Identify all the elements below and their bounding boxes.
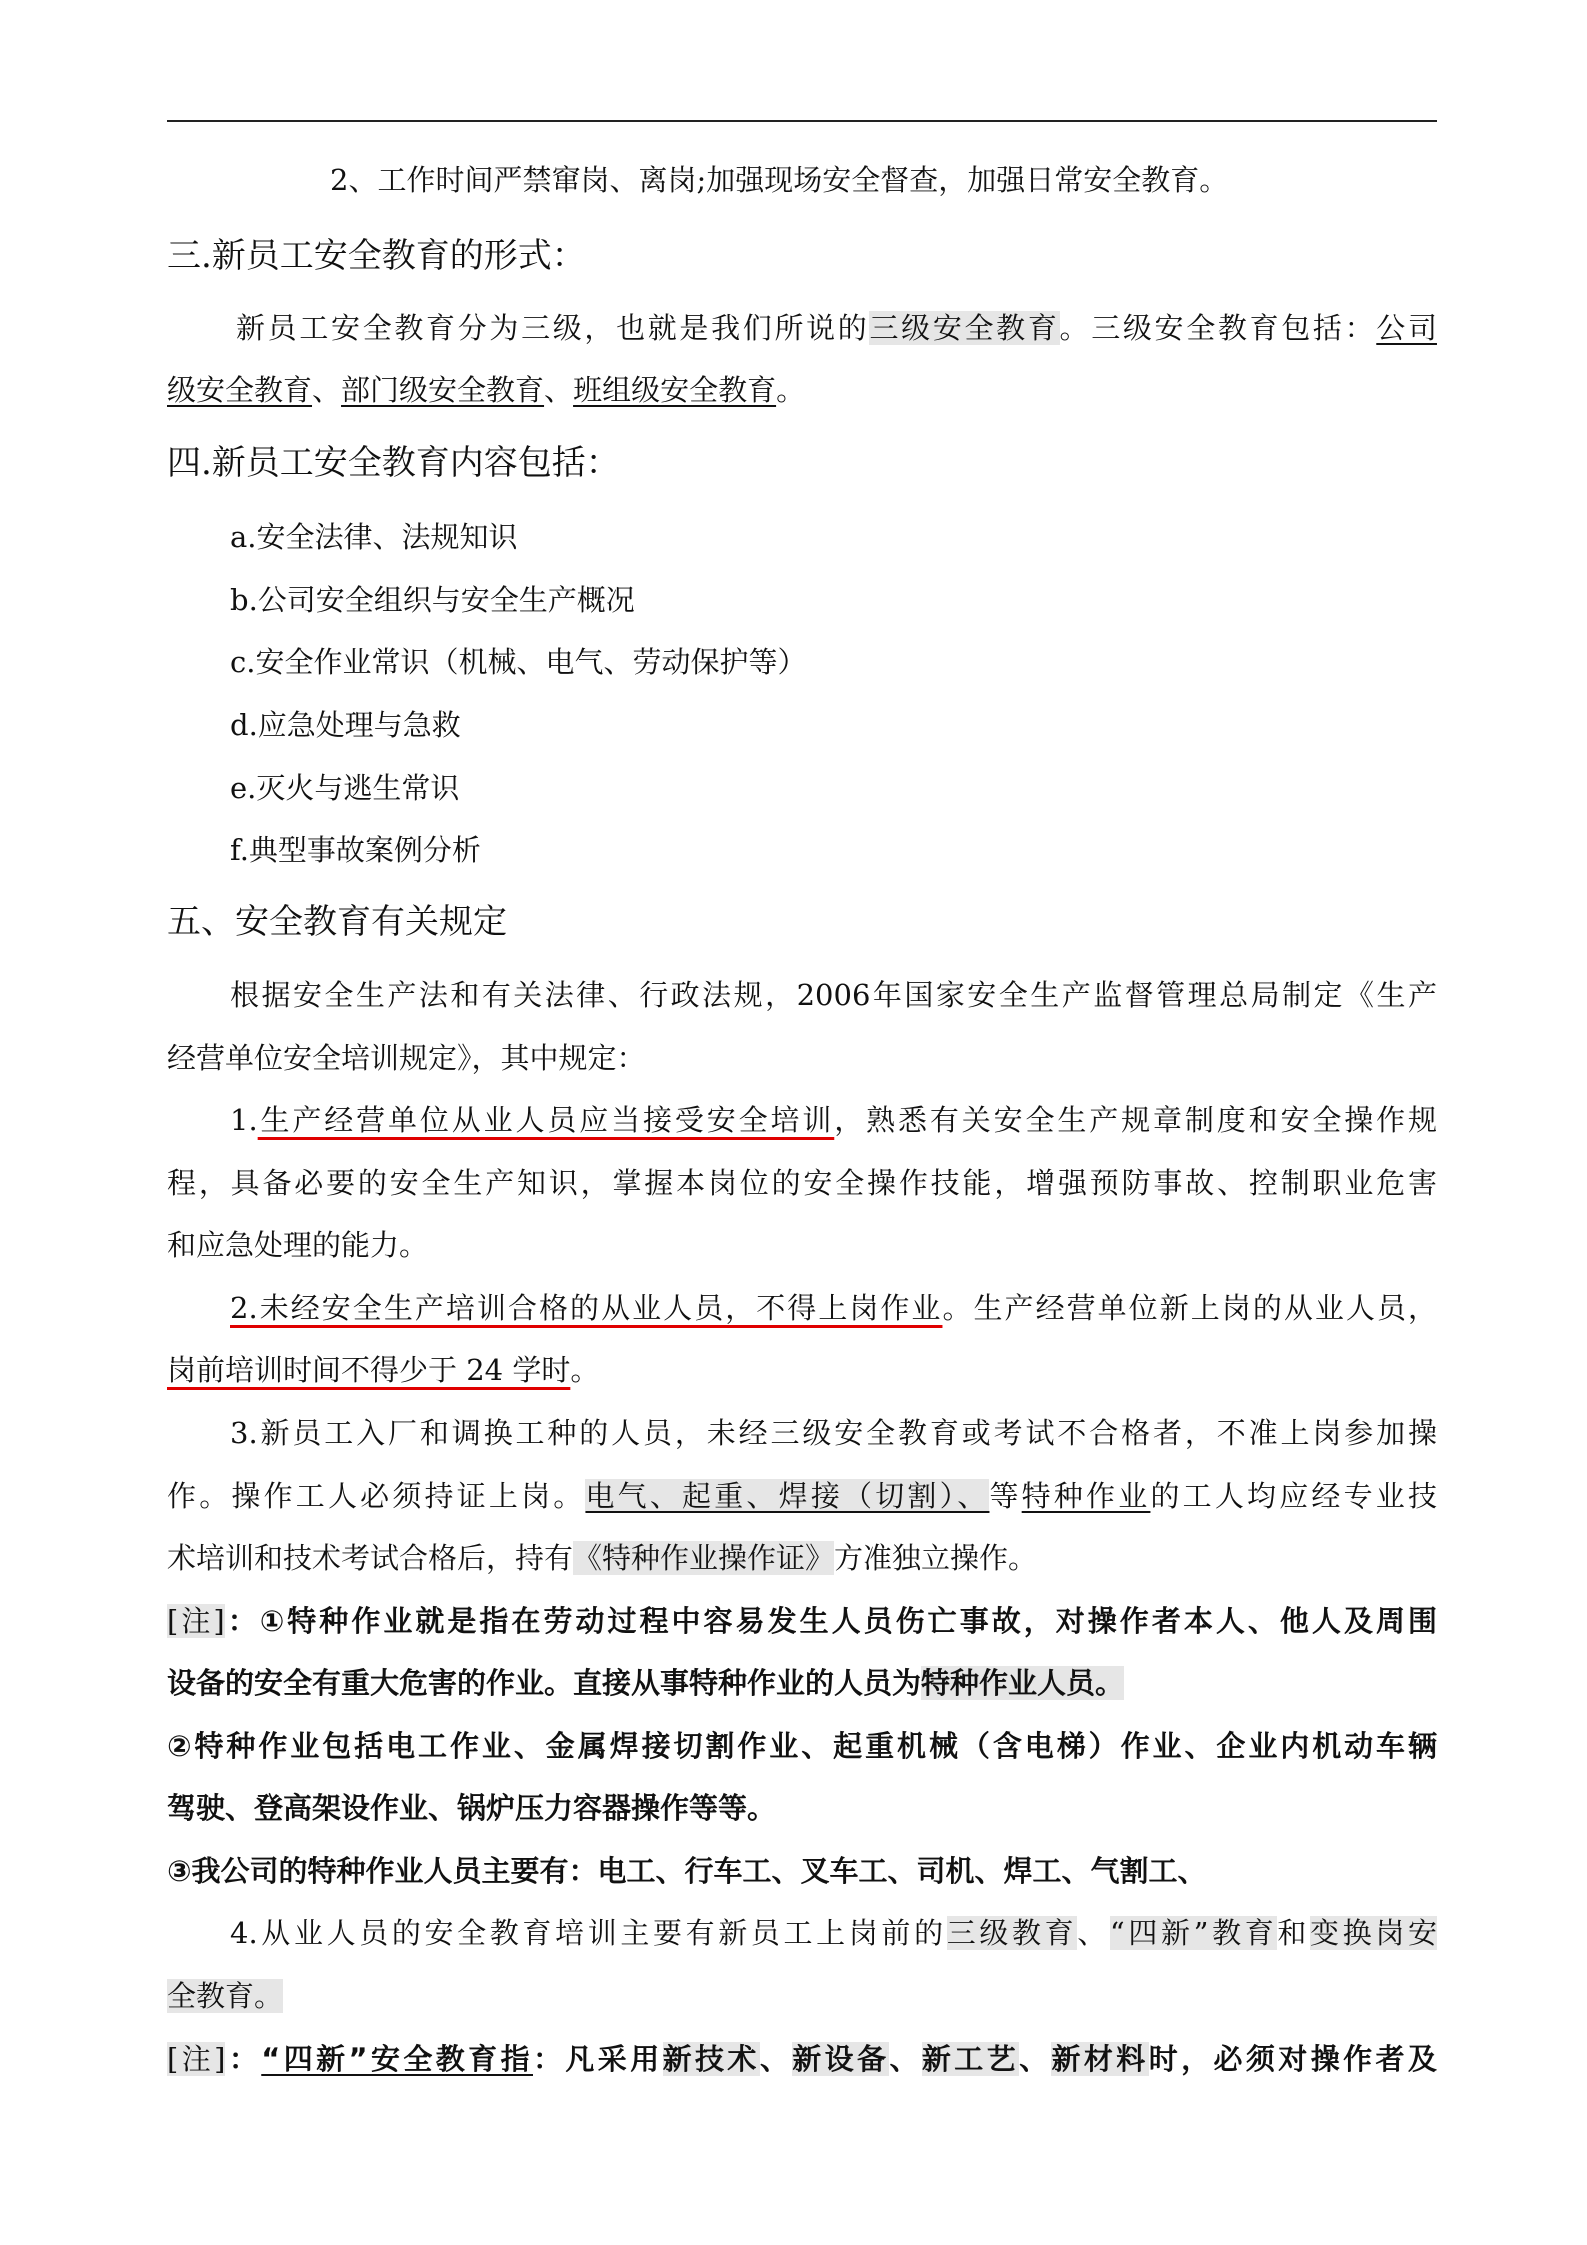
section-heading-5: 五、安全教育有关规定 — [167, 902, 507, 942]
list-item: d.应急处理与急救 — [230, 708, 461, 742]
list-item: b.公司安全组织与安全生产概况 — [230, 583, 635, 617]
four-new-underline: “四新”安全教育指 — [261, 2042, 533, 2076]
highlight-job-change-edu: 变换岗安 — [1310, 1916, 1437, 1950]
separator: 、 — [1077, 1916, 1110, 1950]
special-operation-underline: 特种作业 — [1021, 1479, 1151, 1513]
rule-text: 方准独立操作。 — [834, 1541, 1038, 1575]
rule-4-line-1 — [230, 1913, 1437, 1953]
rule-text: 和 — [1277, 1916, 1311, 1950]
rule-3-line-2 — [167, 1476, 1437, 1516]
highlight-certificate: 《特种作业操作证》 — [573, 1541, 835, 1575]
company-level-underline-2: 级安全教育 — [167, 373, 313, 407]
highlight-job-change-edu-2: 全教育。 — [167, 1979, 284, 2013]
sec3-text: 新员工安全教育分为三级，也就是我们所说的 — [236, 311, 870, 345]
rule-text: ，熟悉有关安全生产规章制度和安全操作规 — [834, 1103, 1437, 1137]
rule-4-line-2 — [167, 1976, 1437, 2016]
rule-text: 4.从业人员的安全教育培训主要有新员工上岗前的 — [230, 1916, 947, 1950]
team-level-underline: 班组级安全教育 — [573, 373, 777, 407]
note-text: 设备的安全有重大危害的作业。直接从事特种作业的人员为 — [167, 1666, 922, 1700]
note-2-line-1: ②特种作业包括电工作业、金属焊接切割作业、起重机械（含电梯）作业、企业内机动车辆 — [167, 1729, 1437, 1763]
note-tag: [注] — [167, 2042, 226, 2076]
company-level-underline: 公司 — [1376, 311, 1437, 345]
rule-line-2: 2、工作时间严禁窜岗、离岗;加强现场安全督查，加强日常安全教育。 — [330, 163, 1229, 197]
separator: 、 — [889, 2042, 922, 2076]
rule-text: 的工人均应经专业技 — [1150, 1479, 1437, 1513]
note-1-line-1 — [167, 1601, 1437, 1641]
section-heading-4: 四.新员工安全教育内容包括： — [167, 443, 620, 483]
red-underline-24-hours: 岗前培训时间不得少于 24 学时 — [167, 1353, 571, 1387]
rule-1-line-1 — [230, 1100, 1437, 1140]
keyword-new-equipment: 新设备 — [792, 2042, 890, 2076]
keyword-new-tech: 新技术 — [662, 2042, 760, 2076]
list-item: e.灭火与逃生常识 — [230, 771, 460, 805]
rule-1-line-2: 程，具备必要的安全生产知识，掌握本岗位的安全操作技能，增强预防事故、控制职业危害 — [167, 1166, 1437, 1200]
list-item: c.安全作业常识（机械、电气、劳动保护等） — [230, 645, 807, 679]
list-item: f.典型事故案例分析 — [230, 833, 481, 867]
list-item: a.安全法律、法规知识 — [230, 520, 518, 554]
separator: 、 — [759, 2042, 793, 2076]
rule-text: 等 — [989, 1479, 1022, 1513]
sec3-text-2: 。三级安全教育包括： — [1059, 311, 1377, 345]
highlight-three-level-edu: 三级教育 — [946, 1916, 1078, 1950]
header-rule — [167, 120, 1437, 122]
rule-text: 作。操作工人必须持证上岗。 — [167, 1479, 586, 1513]
red-underline-no-post: 2.未经安全生产培训合格的从业人员，不得上岗作业 — [230, 1291, 943, 1325]
note-text: 时，必须对操作者及 — [1148, 2042, 1437, 2076]
highlight-three-level: 三级安全教育 — [869, 311, 1060, 345]
period: 。 — [570, 1353, 600, 1387]
period: 。 — [776, 373, 806, 407]
intro-line-2: 经营单位安全培训规定》，其中规定： — [167, 1041, 646, 1075]
keyword-new-material: 新材料 — [1051, 2042, 1149, 2076]
highlight-four-new-edu: “四新”教育 — [1109, 1916, 1278, 1950]
note-1-line-2 — [167, 1663, 1437, 1703]
rule-number: 1. — [230, 1103, 258, 1137]
intro-line-1: 根据安全生产法和有关法律、行政法规，2006年国家安全生产监督管理总局制定《生产 — [230, 978, 1437, 1012]
rule-1-line-3: 和应急处理的能力。 — [167, 1228, 429, 1262]
note-text: ： — [225, 2042, 262, 2076]
sec3-paragraph-line-2 — [167, 370, 1437, 410]
note-4-line — [167, 2039, 1437, 2079]
section-heading-3: 三.新员工安全教育的形式： — [167, 236, 586, 276]
note-text: ：①特种作业就是指在劳动过程中容易发生人员伤亡事故，对操作者本人、他人及周围 — [224, 1604, 1437, 1638]
rule-2-line-2 — [167, 1350, 1437, 1390]
red-underline-training: 生产经营单位从业人员应当接受安全培训 — [257, 1103, 835, 1137]
rule-3-line-3 — [167, 1538, 1437, 1578]
note-2-line-2: 驾驶、登高架设作业、锅炉压力容器操作等等。 — [167, 1791, 777, 1825]
separator: 、 — [1019, 2042, 1052, 2076]
note-tag: [注] — [167, 1604, 225, 1638]
separator: 、 — [312, 373, 342, 407]
department-level-underline: 部门级安全教育 — [341, 373, 545, 407]
rule-text: 。生产经营单位新上岗的从业人员， — [942, 1291, 1437, 1325]
rule-3-line-1: 3.新员工入厂和调换工种的人员，未经三级安全教育或考试不合格者，不准上岗参加操 — [230, 1416, 1437, 1450]
sec3-paragraph-line-1 — [236, 308, 1437, 348]
rule-2-line-1 — [230, 1288, 1437, 1328]
rule-text: 术培训和技术考试合格后，持有 — [167, 1541, 574, 1575]
highlight-trades: 电气、起重、焊接（切割）、 — [585, 1479, 990, 1513]
note-text: ：凡采用 — [533, 2042, 663, 2076]
separator: 、 — [544, 373, 574, 407]
highlight-special-workers: 特种作业人员。 — [921, 1666, 1125, 1700]
note-3-line: ③我公司的特种作业人员主要有：电工、行车工、叉车工、司机、焊工、气割工、 — [167, 1854, 1207, 1888]
keyword-new-process: 新工艺 — [921, 2042, 1020, 2076]
